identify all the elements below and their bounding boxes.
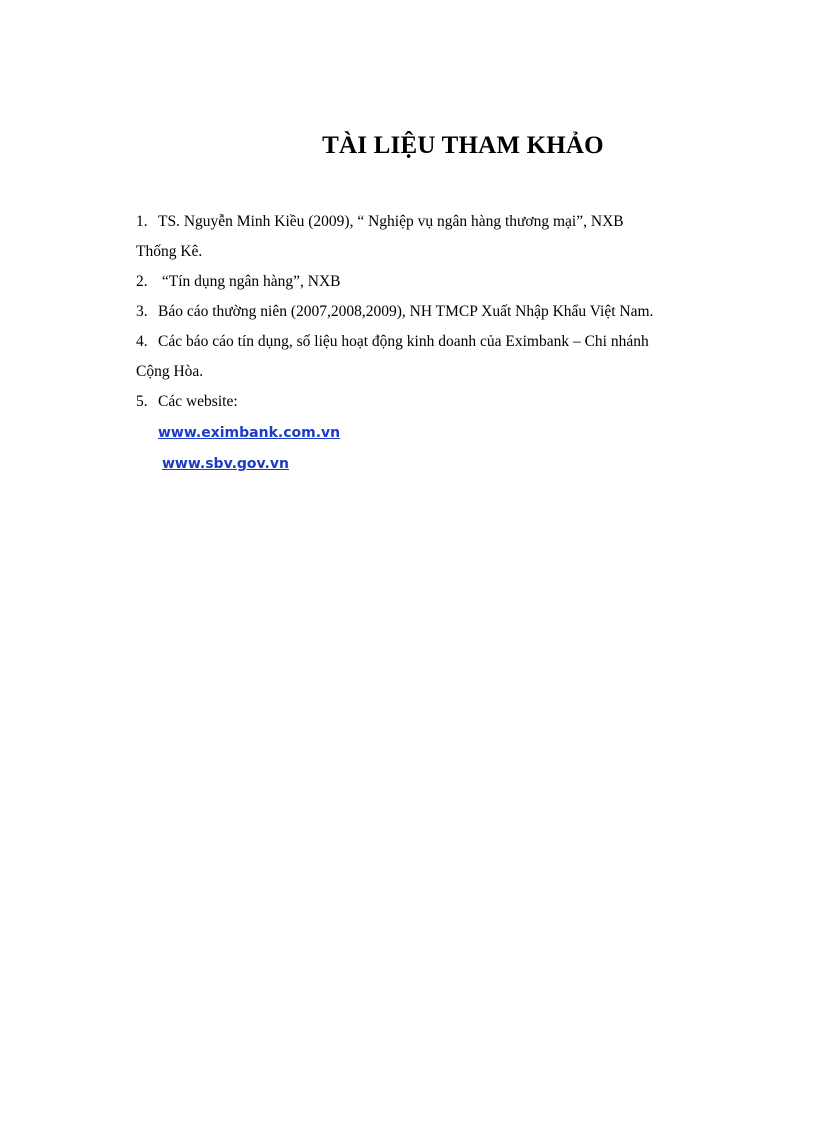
website-item-1: [136, 417, 736, 448]
reference-number: 4.: [136, 333, 148, 350]
reference-item-2: [136, 267, 736, 297]
reference-number: 5.: [136, 393, 148, 410]
reference-text: Các website:: [158, 393, 238, 410]
page-title: TÀI LIỆU THAM KHẢO: [322, 132, 604, 159]
reference-list: [136, 207, 736, 479]
reference-text: Các báo cáo tín dụng, số liệu hoạt động kinh doanh của Eximbank – Chi nhánh: [158, 333, 649, 350]
reference-number: 1.: [136, 213, 148, 230]
reference-item-1-continuation: [136, 237, 736, 267]
reference-text: Cộng Hòa.: [136, 363, 204, 380]
website-link-sbv[interactable]: www.sbv.gov.vn: [162, 456, 289, 472]
reference-item-1: [136, 207, 736, 237]
reference-item-3: [136, 297, 736, 327]
reference-text: TS. Nguyễn Minh Kiều (2009), “ Nghiệp vụ ngân hàng thương mại”, NXB: [158, 213, 624, 230]
reference-number: 3.: [136, 303, 148, 320]
reference-item-4: [136, 327, 736, 357]
reference-item-5: [136, 387, 736, 417]
reference-text: “Tín dụng ngân hàng”, NXB: [158, 273, 341, 290]
reference-text: Báo cáo thường niên (2007,2008,2009), NH TMCP Xuất Nhập Khẩu Việt Nam.: [158, 303, 654, 320]
reference-text: Thống Kê.: [136, 243, 203, 260]
website-item-2: [136, 448, 736, 479]
website-link-eximbank[interactable]: www.eximbank.com.vn: [158, 425, 341, 441]
reference-item-4-continuation: [136, 357, 736, 387]
reference-number: 2.: [136, 273, 148, 290]
